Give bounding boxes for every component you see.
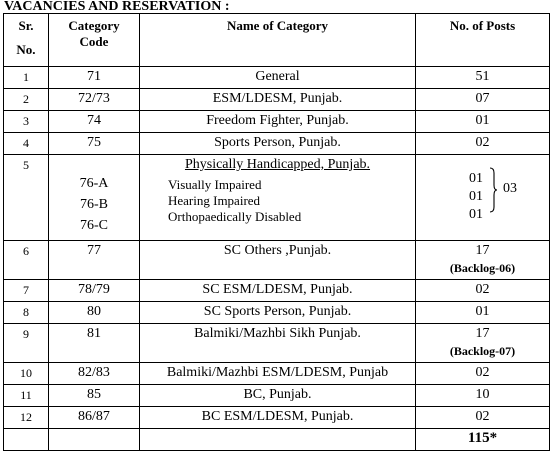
row-name: Sports Person, Punjab. <box>140 133 416 155</box>
sub-posts: 01 <box>469 207 483 222</box>
group-heading: Physically Handicapped, Punjab. <box>184 157 371 172</box>
row-sr: 5 <box>4 155 49 241</box>
row-sr: 9 <box>4 324 49 363</box>
row-posts: 07 <box>416 89 550 111</box>
row-sr: 12 <box>4 407 49 429</box>
row-name: BC, Punjab. <box>140 385 416 407</box>
row-posts <box>416 324 550 363</box>
row-sr: 2 <box>4 89 49 111</box>
row-name: SC Sports Person, Punjab. <box>140 302 416 324</box>
row-name: SC ESM/LDESM, Punjab. <box>140 280 416 302</box>
row-name: General <box>140 67 416 89</box>
sub-posts: 01 <box>469 189 483 204</box>
row-posts: 01 <box>416 302 550 324</box>
header-sr-line2: No. <box>16 42 36 57</box>
header-posts: No. of Posts <box>416 14 550 67</box>
sub-posts: 01 <box>469 171 483 186</box>
row-posts: 02 <box>416 280 550 302</box>
vacancies-table <box>3 13 550 451</box>
table-row <box>4 280 550 302</box>
backlog-note: (Backlog-06) <box>449 261 516 275</box>
row-posts: 02 <box>416 133 550 155</box>
sub-name: Visually Impaired <box>168 177 262 192</box>
row-name <box>140 155 416 241</box>
header-category-name: Name of Category <box>140 14 416 67</box>
row-name: Freedom Fighter, Punjab. <box>140 111 416 133</box>
total-blank <box>4 429 49 451</box>
table-row <box>4 111 550 133</box>
row-sr: 7 <box>4 280 49 302</box>
row-name: Balmiki/Mazhbi Sikh Punjab. <box>140 324 416 363</box>
table-row <box>4 363 550 385</box>
sub-name: Hearing Impaired <box>168 193 261 208</box>
row-code: 71 <box>49 67 140 89</box>
table-row <box>4 133 550 155</box>
total-row <box>4 429 550 451</box>
row-code: 86/87 <box>49 407 140 429</box>
row-sr: 6 <box>4 241 49 280</box>
header-sr-no <box>4 14 49 67</box>
row-sr: 11 <box>4 385 49 407</box>
row-sr: 10 <box>4 363 49 385</box>
row-code: 80 <box>49 302 140 324</box>
table-row <box>4 241 550 280</box>
table-row <box>4 324 550 363</box>
total-posts: 115* <box>416 429 550 451</box>
group-total: 03 <box>503 181 517 196</box>
header-code-line1: Category <box>68 18 120 33</box>
row-name: Balmiki/Mazhbi ESM/LDESM, Punjab <box>140 363 416 385</box>
row-code: 78/79 <box>49 280 140 302</box>
posts-value: 17 <box>475 243 490 258</box>
row-posts: 10 <box>416 385 550 407</box>
row-code: 85 <box>49 385 140 407</box>
sub-name: Orthopaedically Disabled <box>168 209 302 224</box>
header-sr-line1: Sr. <box>18 18 34 33</box>
sub-code: 76-B <box>80 197 108 212</box>
row-sr: 1 <box>4 67 49 89</box>
row-code: 74 <box>49 111 140 133</box>
row-posts <box>416 155 550 241</box>
posts-value: 17 <box>475 326 490 341</box>
row-name: ESM/LDESM, Punjab. <box>140 89 416 111</box>
row-codes <box>49 155 140 241</box>
row-posts: 02 <box>416 407 550 429</box>
row-posts: 02 <box>416 363 550 385</box>
row-code: 82/83 <box>49 363 140 385</box>
backlog-note: (Backlog-07) <box>449 344 516 358</box>
row-code: 75 <box>49 133 140 155</box>
row-posts: 01 <box>416 111 550 133</box>
right-brace-icon <box>489 167 497 213</box>
sub-code: 76-C <box>80 218 108 233</box>
header-row <box>4 14 550 67</box>
row-name: SC Others ,Punjab. <box>140 241 416 280</box>
row-code: 72/73 <box>49 89 140 111</box>
row-sr: 3 <box>4 111 49 133</box>
row-code: 81 <box>49 324 140 363</box>
section-title: VACANCIES AND RESERVATION : <box>4 0 230 14</box>
posts-brace-group <box>416 157 549 225</box>
table-row <box>4 385 550 407</box>
table-row <box>4 302 550 324</box>
total-blank <box>49 429 140 451</box>
header-code-line2: Code <box>79 34 109 49</box>
total-blank <box>140 429 416 451</box>
row-posts: 51 <box>416 67 550 89</box>
row-sr: 4 <box>4 133 49 155</box>
row-sr: 8 <box>4 302 49 324</box>
sub-code: 76-A <box>79 176 109 191</box>
table-row <box>4 407 550 429</box>
row-posts <box>416 241 550 280</box>
table-row-group <box>4 155 550 241</box>
table-row <box>4 67 550 89</box>
row-name: BC ESM/LDESM, Punjab. <box>140 407 416 429</box>
table-row <box>4 89 550 111</box>
row-code: 77 <box>49 241 140 280</box>
header-category-code <box>49 14 140 67</box>
